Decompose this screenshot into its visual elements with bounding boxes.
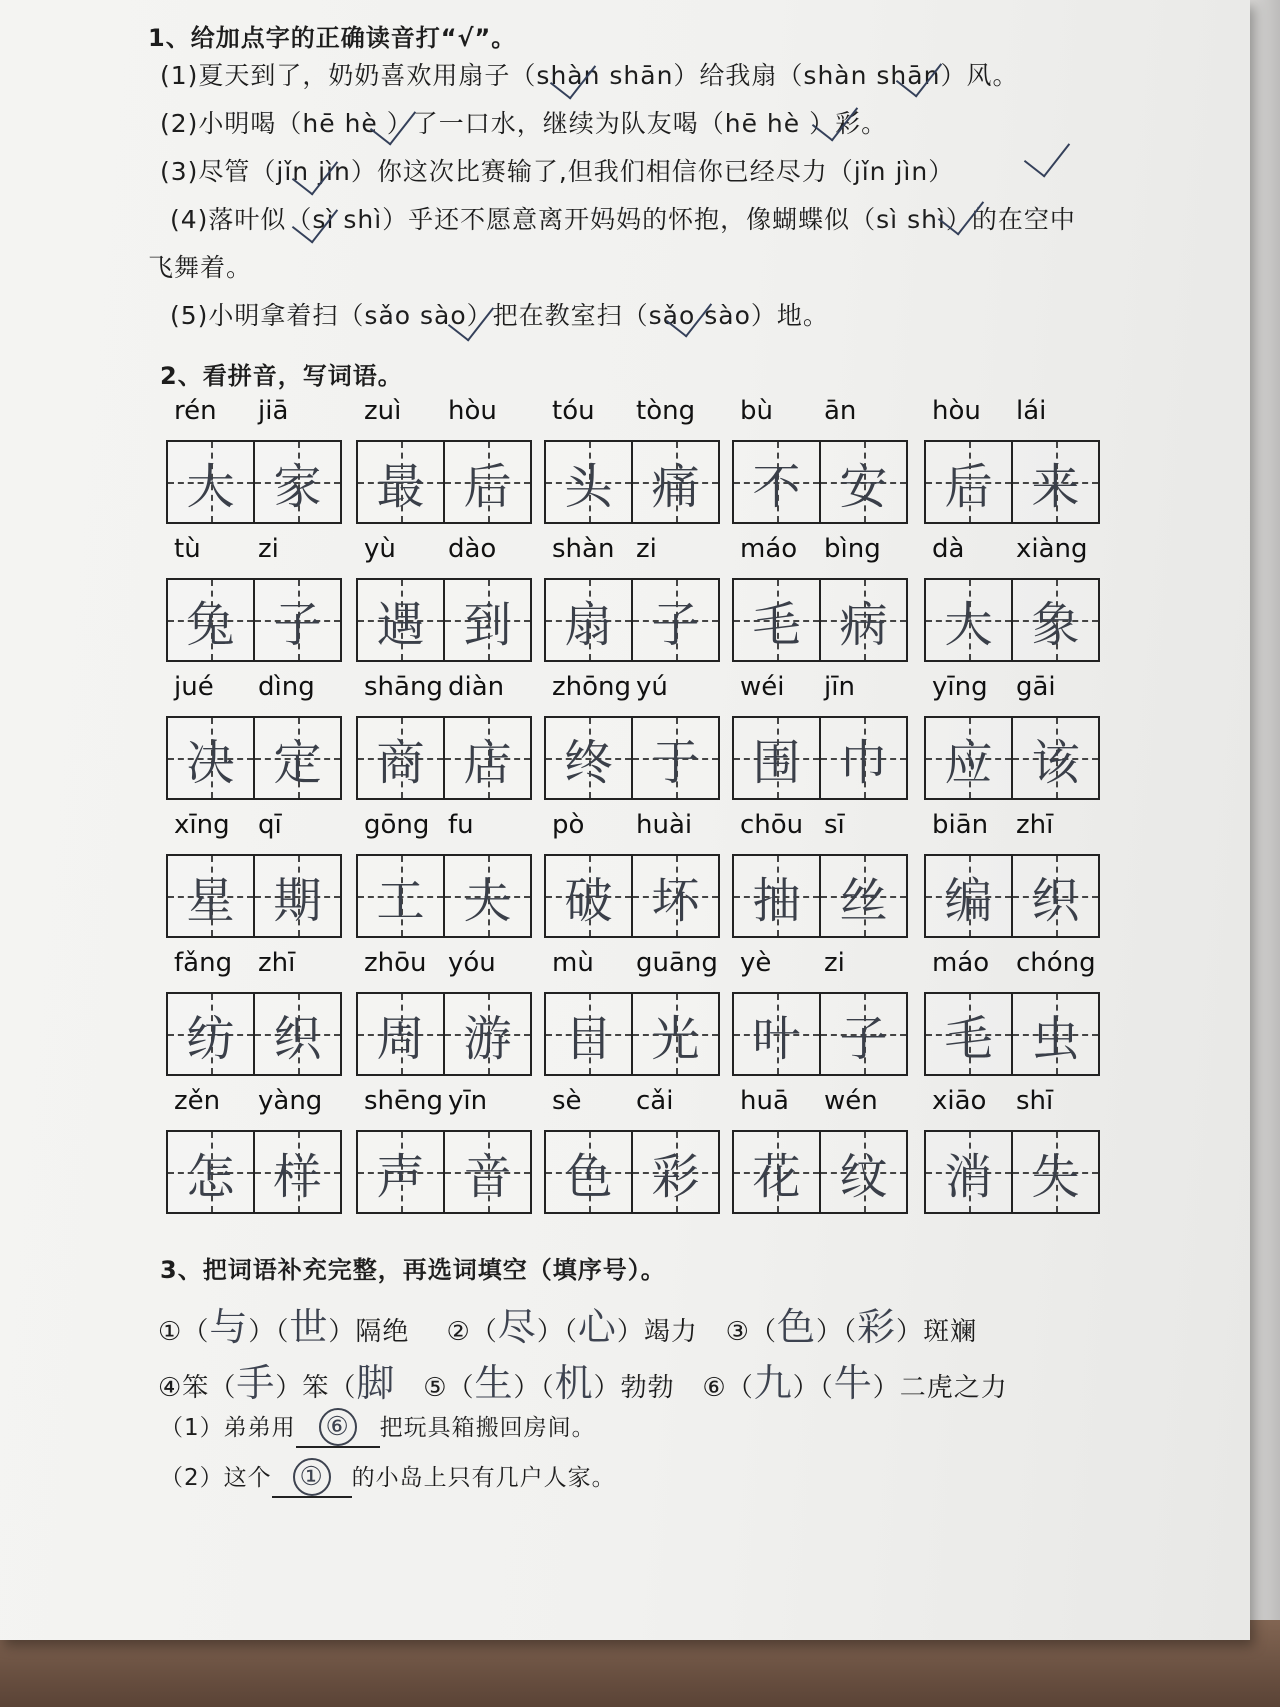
pinyin-label: xiāo bbox=[932, 1086, 987, 1116]
pinyin-label: hòu bbox=[932, 396, 981, 426]
idiom-line-2 bbox=[158, 1352, 1008, 1407]
character-cell[interactable] bbox=[443, 1132, 530, 1212]
tianzige-box bbox=[544, 578, 720, 662]
pinyin-label: biān bbox=[932, 810, 989, 840]
handwritten-character: 期 bbox=[273, 872, 322, 929]
handwritten-character: 痛 bbox=[651, 458, 700, 515]
paper-edge bbox=[1250, 0, 1280, 1620]
handwritten-character: 后 bbox=[463, 458, 512, 515]
idiom-1-blank-a[interactable]: 与 bbox=[209, 1305, 249, 1349]
pinyin-label: shàn bbox=[552, 534, 615, 564]
q1-item-4-cont: 飞舞着。 bbox=[148, 253, 253, 282]
handwritten-character: 编 bbox=[944, 872, 993, 929]
character-cell[interactable] bbox=[926, 856, 1011, 936]
pinyin-label: xīng bbox=[174, 810, 230, 840]
handwritten-character: 彩 bbox=[651, 1148, 700, 1205]
tianzige-box bbox=[544, 854, 720, 938]
pinyin-label: rén bbox=[174, 396, 217, 426]
pinyin-label: zhōng bbox=[552, 672, 632, 702]
handwritten-character: 织 bbox=[273, 1010, 322, 1067]
handwritten-character: 消 bbox=[944, 1148, 993, 1205]
pinyin-label: diàn bbox=[448, 672, 505, 702]
character-cell[interactable] bbox=[546, 856, 631, 936]
handwritten-character: 遇 bbox=[376, 596, 425, 653]
tianzige-box bbox=[166, 440, 342, 524]
idiom-4-blank-a[interactable]: 手 bbox=[236, 1361, 276, 1405]
character-cell[interactable] bbox=[926, 1132, 1011, 1212]
character-cell[interactable] bbox=[443, 580, 530, 660]
handwritten-character: 来 bbox=[1031, 458, 1080, 515]
handwritten-character: 应 bbox=[944, 734, 993, 791]
handwritten-character: 家 bbox=[273, 458, 322, 515]
character-cell[interactable] bbox=[1011, 718, 1098, 798]
q1-item-1: (1)夏天到了，奶奶喜欢用扇子（shàn shān）给我扇（shàn shān）风。 bbox=[160, 61, 1019, 90]
handwritten-character: 纹 bbox=[839, 1148, 888, 1205]
tianzige-box bbox=[544, 716, 720, 800]
handwritten-character: 游 bbox=[463, 1010, 512, 1067]
pinyin-label: tòng bbox=[636, 396, 696, 426]
fill-blank-2[interactable] bbox=[272, 1458, 352, 1498]
q1-item-4: (4)落叶似（sì shì）乎还不愿意离开妈妈的怀抱，像蝴蝶似（sì shì）的在空中 bbox=[170, 205, 1076, 234]
idiom-4-blank-b[interactable]: 脚 bbox=[356, 1361, 396, 1405]
fill-answer-2: ① bbox=[293, 1458, 331, 1496]
character-cell[interactable] bbox=[358, 1132, 443, 1212]
pinyin-label: pò bbox=[552, 810, 585, 840]
pinyin-label: hòu bbox=[448, 396, 497, 426]
q1-item-2: (2)小明喝（hē hè ）了一口水，继续为队友喝（hē hè ）彩。 bbox=[160, 109, 888, 138]
pinyin-label: gōng bbox=[364, 810, 430, 840]
pinyin-label: zěn bbox=[174, 1086, 221, 1116]
pinyin-label: zuì bbox=[364, 396, 402, 426]
pinyin-label: sī bbox=[824, 810, 845, 840]
handwritten-character: 叶 bbox=[752, 1010, 801, 1067]
idiom-3-blank-b[interactable]: 彩 bbox=[857, 1305, 897, 1349]
character-cell[interactable] bbox=[819, 856, 906, 936]
pinyin-label: zhī bbox=[258, 948, 296, 978]
fill-sentence-1: （1）弟弟用 ⑥ 把玩具箱搬回房间。 bbox=[160, 1408, 596, 1448]
handwritten-character: 破 bbox=[564, 872, 613, 929]
tianzige-box bbox=[732, 992, 908, 1076]
pinyin-label: bù bbox=[740, 396, 773, 426]
character-cell[interactable] bbox=[1011, 856, 1098, 936]
pinyin-label: tù bbox=[174, 534, 201, 564]
handwritten-character: 安 bbox=[839, 458, 888, 515]
pinyin-label: sè bbox=[552, 1086, 582, 1116]
handwritten-character: 后 bbox=[944, 458, 993, 515]
tianzige-box bbox=[544, 992, 720, 1076]
idiom-6: ⑥（九）（牛）二虎之力 bbox=[702, 1361, 1008, 1405]
pinyin-label: dà bbox=[932, 534, 965, 564]
handwritten-character: 决 bbox=[186, 734, 235, 791]
pinyin-label: zi bbox=[636, 534, 657, 564]
pinyin-label: zi bbox=[258, 534, 279, 564]
pinyin-label: yè bbox=[740, 948, 772, 978]
handwritten-character: 子 bbox=[651, 596, 700, 653]
character-cell[interactable] bbox=[734, 1132, 819, 1212]
pinyin-label: chóng bbox=[1016, 948, 1096, 978]
handwritten-character: 最 bbox=[376, 458, 425, 515]
pinyin-label: ān bbox=[824, 396, 857, 426]
character-cell[interactable] bbox=[253, 580, 340, 660]
character-cell[interactable] bbox=[168, 442, 253, 522]
tianzige-box bbox=[732, 578, 908, 662]
pinyin-label: jīn bbox=[824, 672, 855, 702]
tianzige-box bbox=[924, 440, 1100, 524]
pinyin-label: cǎi bbox=[636, 1086, 674, 1116]
character-cell[interactable] bbox=[168, 856, 253, 936]
character-cell[interactable] bbox=[253, 994, 340, 1074]
handwritten-character: 该 bbox=[1031, 734, 1080, 791]
idiom-5-blank-b[interactable]: 机 bbox=[554, 1361, 594, 1405]
pinyin-label: wén bbox=[824, 1086, 878, 1116]
character-cell[interactable] bbox=[1011, 442, 1098, 522]
tianzige-box bbox=[166, 578, 342, 662]
tianzige-box bbox=[544, 1130, 720, 1214]
character-cell[interactable] bbox=[926, 442, 1011, 522]
character-cell[interactable] bbox=[168, 1132, 253, 1212]
pinyin-label: yóu bbox=[448, 948, 496, 978]
character-cell[interactable] bbox=[443, 994, 530, 1074]
handwritten-character: 兔 bbox=[186, 596, 235, 653]
character-cell[interactable] bbox=[443, 442, 530, 522]
handwritten-character: 象 bbox=[1031, 596, 1080, 653]
handwritten-character: 周 bbox=[376, 1010, 425, 1067]
idiom-2-blank-a[interactable]: 尽 bbox=[497, 1305, 537, 1349]
pinyin-label: shī bbox=[1016, 1086, 1054, 1116]
character-cell[interactable] bbox=[926, 718, 1011, 798]
handwritten-character: 店 bbox=[463, 734, 512, 791]
tianzige-box bbox=[166, 1130, 342, 1214]
idiom-line-1 bbox=[158, 1296, 977, 1351]
handwritten-character: 目 bbox=[564, 1010, 613, 1067]
q3-title: 3、把词语补充完整，再选词填空（填序号）。 bbox=[160, 1256, 666, 1284]
fill-answer-1: ⑥ bbox=[319, 1408, 357, 1446]
tianzige-box bbox=[356, 992, 532, 1076]
character-cell[interactable] bbox=[631, 718, 718, 798]
idiom-5-blank-a[interactable]: 生 bbox=[474, 1361, 514, 1405]
pinyin-label: zhōu bbox=[364, 948, 427, 978]
tianzige-box bbox=[924, 716, 1100, 800]
handwritten-character: 巾 bbox=[839, 734, 888, 791]
character-cell[interactable] bbox=[631, 994, 718, 1074]
idiom-4: ④笨（手）笨（脚 bbox=[158, 1361, 396, 1405]
character-cell[interactable] bbox=[734, 856, 819, 936]
tianzige-box bbox=[924, 1130, 1100, 1214]
pinyin-label: mù bbox=[552, 948, 594, 978]
pinyin-label: bìng bbox=[824, 534, 881, 564]
pinyin-label: fǎng bbox=[174, 948, 233, 978]
character-cell[interactable] bbox=[253, 856, 340, 936]
character-cell[interactable] bbox=[819, 994, 906, 1074]
handwritten-character: 怎 bbox=[186, 1148, 235, 1205]
character-cell[interactable] bbox=[734, 718, 819, 798]
tianzige-box bbox=[166, 992, 342, 1076]
tianzige-box bbox=[166, 854, 342, 938]
character-cell[interactable] bbox=[631, 442, 718, 522]
handwritten-character: 光 bbox=[651, 1010, 700, 1067]
handwritten-character: 商 bbox=[376, 734, 425, 791]
idiom-6-blank-b[interactable]: 牛 bbox=[833, 1361, 873, 1405]
tianzige-box bbox=[924, 992, 1100, 1076]
handwritten-character: 子 bbox=[839, 1010, 888, 1067]
character-cell[interactable] bbox=[734, 580, 819, 660]
pinyin-label: guāng bbox=[636, 948, 718, 978]
character-cell[interactable] bbox=[443, 856, 530, 936]
tianzige-box bbox=[356, 440, 532, 524]
handwritten-character: 扇 bbox=[564, 596, 613, 653]
tianzige-box bbox=[924, 854, 1100, 938]
character-cell[interactable] bbox=[443, 718, 530, 798]
tianzige-box bbox=[356, 716, 532, 800]
handwritten-character: 丝 bbox=[839, 872, 888, 929]
character-cell[interactable] bbox=[631, 856, 718, 936]
q1-title: 1、给加点字的正确读音打“√”。 bbox=[148, 24, 517, 52]
character-cell[interactable] bbox=[253, 1132, 340, 1212]
handwritten-character: 到 bbox=[463, 596, 512, 653]
handwritten-character: 毛 bbox=[752, 596, 801, 653]
character-cell[interactable] bbox=[1011, 1132, 1098, 1212]
handwritten-character: 织 bbox=[1031, 872, 1080, 929]
character-cell[interactable] bbox=[631, 1132, 718, 1212]
pinyin-label: yù bbox=[364, 534, 396, 564]
character-cell[interactable] bbox=[734, 994, 819, 1074]
pinyin-label: chōu bbox=[740, 810, 804, 840]
character-cell[interactable] bbox=[819, 718, 906, 798]
handwritten-character: 音 bbox=[463, 1148, 512, 1205]
character-cell[interactable] bbox=[734, 442, 819, 522]
fill-sentence-2: （2）这个 ① 的小岛上只有几户人家。 bbox=[160, 1458, 616, 1498]
pinyin-label: xiàng bbox=[1016, 534, 1088, 564]
character-cell[interactable] bbox=[819, 442, 906, 522]
character-cell[interactable] bbox=[546, 1132, 631, 1212]
q1-item-3: (3)尽管（jǐn jìn）你这次比赛输了,但我们相信你已经尽力（jǐn jìn） bbox=[160, 157, 955, 186]
tianzige-box bbox=[924, 578, 1100, 662]
idiom-2: ②（尽）（心）竭力 bbox=[446, 1305, 698, 1349]
tianzige-box bbox=[544, 440, 720, 524]
handwritten-character: 色 bbox=[564, 1148, 613, 1205]
check-mark bbox=[1024, 128, 1070, 177]
idiom-3: ③（色）（彩）斑斓 bbox=[725, 1305, 978, 1349]
character-cell[interactable] bbox=[253, 442, 340, 522]
pinyin-label: dào bbox=[448, 534, 497, 564]
character-cell[interactable] bbox=[168, 718, 253, 798]
handwritten-character: 定 bbox=[273, 734, 322, 791]
character-cell[interactable] bbox=[358, 994, 443, 1074]
handwritten-character: 坏 bbox=[651, 872, 700, 929]
handwritten-character: 病 bbox=[839, 596, 888, 653]
handwritten-character: 虫 bbox=[1031, 1010, 1080, 1067]
fill-blank-1[interactable] bbox=[296, 1408, 380, 1448]
character-cell[interactable] bbox=[168, 580, 253, 660]
character-cell[interactable] bbox=[546, 442, 631, 522]
pinyin-label: yàng bbox=[258, 1086, 323, 1116]
character-cell[interactable] bbox=[819, 1132, 906, 1212]
character-cell[interactable] bbox=[168, 994, 253, 1074]
pinyin-label: wéi bbox=[740, 672, 785, 702]
idiom-1: ①（与）（世）隔绝 bbox=[158, 1305, 410, 1349]
character-cell[interactable] bbox=[819, 580, 906, 660]
pinyin-label: yú bbox=[636, 672, 668, 702]
handwritten-character: 围 bbox=[752, 734, 801, 791]
pinyin-label: gāi bbox=[1016, 672, 1056, 702]
pinyin-label: shāng bbox=[364, 672, 443, 702]
character-cell[interactable] bbox=[546, 718, 631, 798]
handwritten-character: 毛 bbox=[944, 1010, 993, 1067]
tianzige-box bbox=[732, 1130, 908, 1214]
character-cell[interactable] bbox=[926, 994, 1011, 1074]
pinyin-label: zi bbox=[824, 948, 845, 978]
tianzige-box bbox=[732, 716, 908, 800]
idiom-6-blank-a[interactable]: 九 bbox=[753, 1361, 793, 1405]
character-cell[interactable] bbox=[1011, 580, 1098, 660]
tianzige-box bbox=[732, 440, 908, 524]
tianzige-box bbox=[356, 1130, 532, 1214]
pinyin-label: shēng bbox=[364, 1086, 444, 1116]
tianzige-box bbox=[732, 854, 908, 938]
pinyin-label: jué bbox=[174, 672, 214, 702]
pinyin-label: fu bbox=[448, 810, 474, 840]
pinyin-label: yīn bbox=[448, 1086, 488, 1116]
handwritten-character: 头 bbox=[564, 458, 613, 515]
pinyin-label: tóu bbox=[552, 396, 595, 426]
q2-title: 2、看拼音，写词语。 bbox=[160, 362, 403, 390]
tianzige-box bbox=[356, 578, 532, 662]
character-cell[interactable] bbox=[926, 580, 1011, 660]
pinyin-label: máo bbox=[740, 534, 798, 564]
character-cell[interactable] bbox=[253, 718, 340, 798]
handwritten-character: 花 bbox=[752, 1148, 801, 1205]
pinyin-label: dìng bbox=[258, 672, 315, 702]
pinyin-label: jiā bbox=[258, 396, 289, 426]
pinyin-label: qī bbox=[258, 810, 282, 840]
idiom-5: ⑤（生）（机）勃勃 bbox=[423, 1361, 675, 1405]
pinyin-label: máo bbox=[932, 948, 990, 978]
pinyin-label: zhī bbox=[1016, 810, 1054, 840]
handwritten-character: 纺 bbox=[186, 1010, 235, 1067]
character-cell[interactable] bbox=[358, 856, 443, 936]
handwritten-character: 大 bbox=[944, 596, 993, 653]
pinyin-label: yīng bbox=[932, 672, 988, 702]
pinyin-label: lái bbox=[1016, 396, 1047, 426]
handwritten-character: 声 bbox=[376, 1148, 425, 1205]
idiom-1-blank-b[interactable]: 世 bbox=[289, 1305, 329, 1349]
handwritten-character: 样 bbox=[273, 1148, 322, 1205]
character-cell[interactable] bbox=[358, 580, 443, 660]
handwritten-character: 失 bbox=[1031, 1148, 1080, 1205]
character-cell[interactable] bbox=[546, 994, 631, 1074]
character-cell[interactable] bbox=[358, 718, 443, 798]
handwritten-character: 终 bbox=[564, 734, 613, 791]
handwritten-character: 不 bbox=[752, 458, 801, 515]
character-cell[interactable] bbox=[631, 580, 718, 660]
handwritten-character: 子 bbox=[273, 596, 322, 653]
handwritten-character: 抽 bbox=[752, 872, 801, 929]
character-cell[interactable] bbox=[546, 580, 631, 660]
handwritten-character: 于 bbox=[651, 734, 700, 791]
pinyin-label: huā bbox=[740, 1086, 789, 1116]
character-cell[interactable] bbox=[1011, 994, 1098, 1074]
handwritten-character: 大 bbox=[186, 458, 235, 515]
tianzige-box bbox=[166, 716, 342, 800]
idiom-2-blank-b[interactable]: 心 bbox=[577, 1305, 617, 1349]
character-cell[interactable] bbox=[358, 442, 443, 522]
handwritten-character: 星 bbox=[186, 872, 235, 929]
tianzige-box bbox=[356, 854, 532, 938]
handwritten-character: 工 bbox=[376, 872, 425, 929]
idiom-3-blank-a[interactable]: 色 bbox=[777, 1305, 817, 1349]
q1-item-5: (5)小明拿着扫（sǎo sào）把在教室扫（sǎo sào）地。 bbox=[170, 301, 829, 330]
handwritten-character: 夫 bbox=[463, 872, 512, 929]
pinyin-label: huài bbox=[636, 810, 693, 840]
